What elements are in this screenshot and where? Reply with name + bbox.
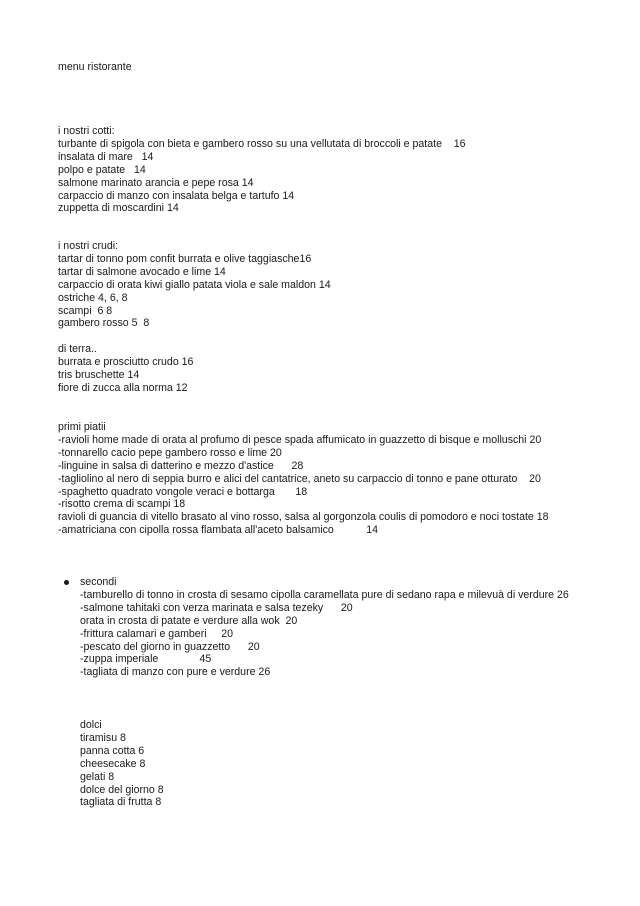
menu-item: -ravioli home made di orata al profumo di pesce spada affumicato in guazzetto di bisque e molluschi 20 [58,433,542,446]
menu-item: carpaccio di orata kiwi giallo patata viola e sale maldon 14 [58,278,331,291]
page-title: menu ristorante [58,61,132,73]
menu-item: gelati 8 [80,770,115,783]
menu-item: polpo e patate 14 [58,163,146,176]
menu-item: -risotto crema di scampi 18 [58,498,186,511]
section-heading: dolci [80,719,102,731]
menu-item: -tagliata di manzo con pure e verdure 26 [80,666,271,679]
menu-item: tris bruschette 14 [58,368,140,381]
menu-item: -frittura calamari e gamberi 20 [80,627,234,640]
section-crudi [58,240,618,330]
menu-item: burrata e prosciutto crudo 16 [58,355,194,368]
menu-item: -tagliolino al nero di seppia burro e alici del cantatrice, aneto su carpaccio di tonno e pane otturato 20 [58,472,541,485]
menu-item: ravioli di guancia di vitello brasato al vino rosso, salsa al gorgonzola coulis di pomodoro e noci tostate 18 [58,511,549,524]
menu-item: cheesecake 8 [80,757,146,770]
bullet-icon [64,580,69,585]
section-primi [58,421,618,537]
menu-item: orata in crosta di patate e verdure alla wok 20 [80,614,298,627]
section-cotti [58,125,618,215]
menu-item: insalata di mare 14 [58,150,154,163]
menu-item: gambero rosso 5 8 [58,317,150,330]
section-heading: primi piatii [58,421,106,433]
menu-item: carpaccio di manzo con insalata belga e tartufo 14 [58,189,295,202]
menu-item: turbante di spigola con bieta e gambero rosso su una vellutata di broccoli e patate 16 [58,137,466,150]
section-heading: i nostri cotti: [58,125,115,137]
section-heading: i nostri crudi: [58,240,119,252]
menu-item: -linguine in salsa di datterino e mezzo d'astice 28 [58,459,304,472]
section-dolci [80,719,640,809]
menu-item: fiore di zucca alla norma 12 [58,381,188,394]
section-heading: di terra.. [58,343,97,355]
menu-item: ostriche 4, 6, 8 [58,291,128,304]
menu-item: -pescato del giorno in guazzetto 20 [80,640,260,653]
menu-item: -tonnarello cacio pepe gambero rosso e lime 20 [58,446,282,459]
menu-item: -salmone tahitaki con verza marinata e salsa tezeky 20 [80,601,353,614]
menu-item: dolce del giorno 8 [80,783,164,796]
menu-item: panna cotta 6 [80,744,145,757]
menu-item: tartar di salmone avocado e lime 14 [58,265,226,278]
menu-item: tagliata di frutta 8 [80,796,162,809]
section-secondi [80,576,620,679]
menu-item: zuppetta di moscardini 14 [58,202,179,215]
menu-item: tartar di tonno pom confit burrata e olive taggiasche16 [58,252,312,265]
menu-item: tiramisu 8 [80,731,126,744]
menu-item: -tamburello di tonno in crosta di sesamo cipolla caramellata pure di sedano rapa e milevuà di verdure 26 [80,588,569,601]
section-heading: secondi [80,576,117,588]
section-terra [58,343,618,395]
menu-item: -amatriciana con cipolla rossa flambata all'aceto balsamico 14 [58,524,378,537]
menu-item: scampi 6 8 [58,304,113,317]
menu-item: salmone marinato arancia e pepe rosa 14 [58,176,254,189]
menu-item: -zuppa imperiale 45 [80,653,212,666]
menu-item: -spaghetto quadrato vongole veraci e bottarga 18 [58,485,308,498]
